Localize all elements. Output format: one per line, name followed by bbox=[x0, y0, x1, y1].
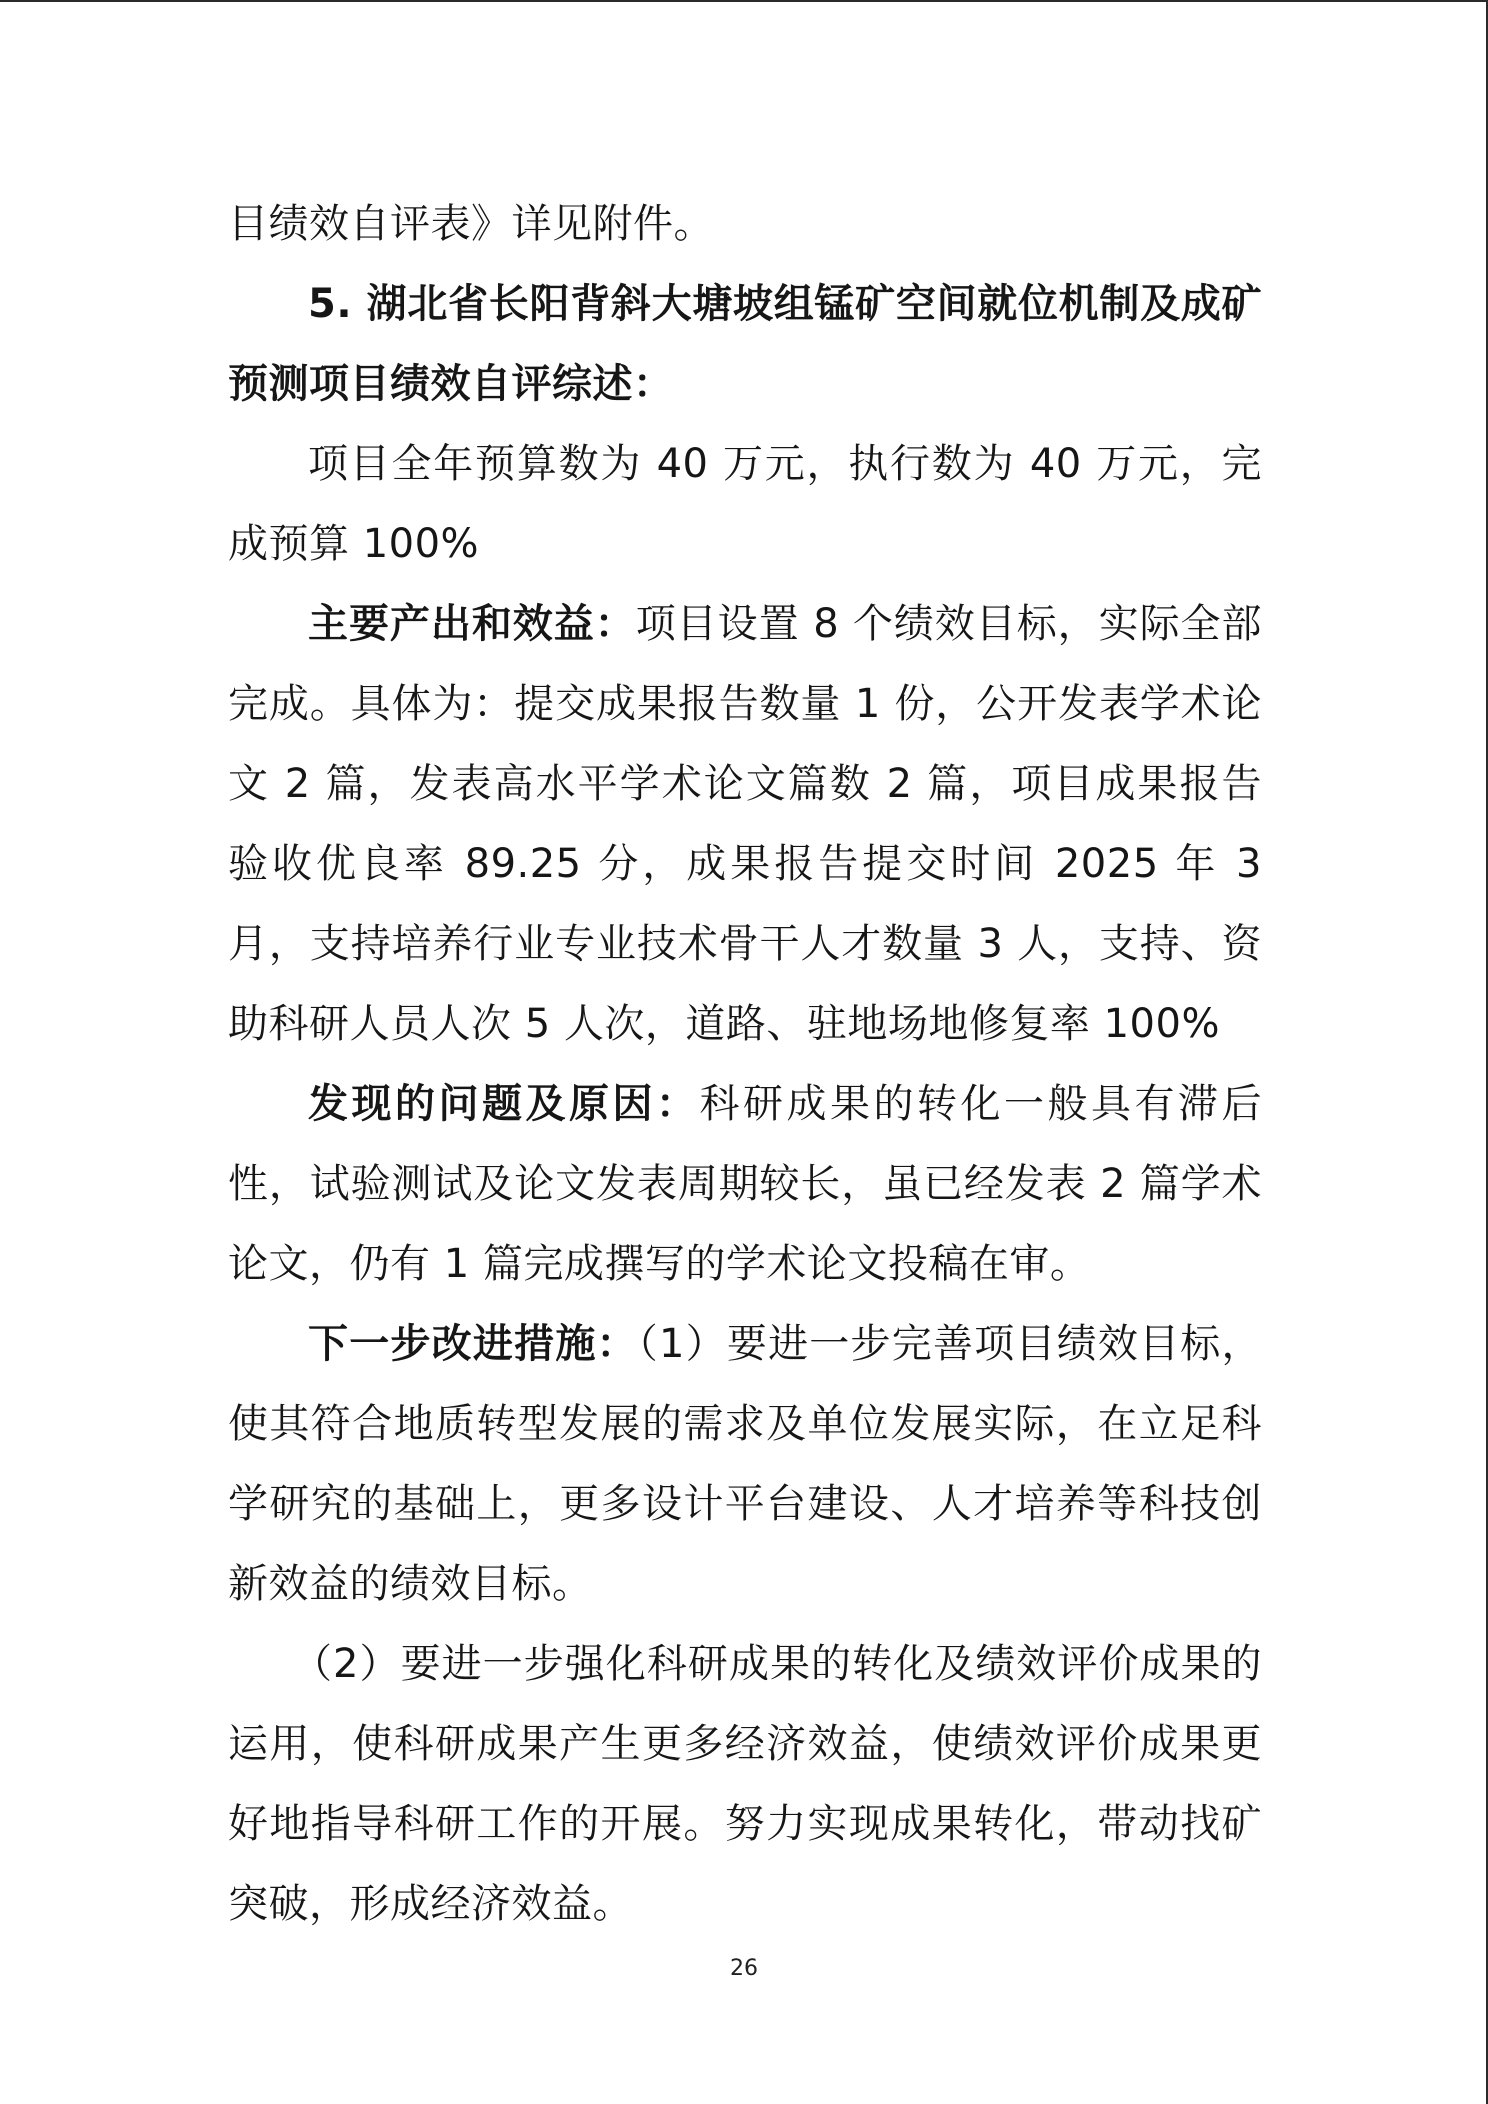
paragraph-text: （2）要进一步强化科研成果的转化及绩效评价成果的运用，使科研成果产生更多经济效益，使绩效评价成果更好地指导科研工作的开展。努力实现成果转化，带动找矿突破，形成经济效益。 bbox=[228, 1641, 1262, 1927]
section-heading bbox=[228, 264, 1262, 424]
paragraph-lead: 发现的问题及原因： bbox=[308, 1081, 700, 1127]
paragraph-continuation bbox=[228, 184, 1262, 264]
paragraph-text: 科研成果的转化一般具有滞后性，试验测试及论文发表周期较长，虽已经发表 2 篇学术论文，仍有 1 篇完成撰写的学术论文投稿在审。 bbox=[228, 1081, 1262, 1287]
section-heading-text: 5. 湖北省长阳背斜大塘坡组锰矿空间就位机制及成矿预测项目绩效自评综述： bbox=[228, 281, 1262, 407]
document-body bbox=[228, 184, 1262, 1944]
paragraph-lead: 主要产出和效益： bbox=[308, 601, 636, 647]
paragraph-text: （1）要进一步完善项目绩效目标，使其符合地质转型发展的需求及单位发展实际，在立足科学研究的基础上，更多设计平台建设、人才培养等科技创新效益的绩效目标。 bbox=[228, 1321, 1263, 1607]
page-number: 26 bbox=[730, 1956, 758, 1981]
paragraph-text: 项目设置 8 个绩效目标，实际全部完成。具体为：提交成果报告数量 1 份，公开发表学术论文 2 篇，发表高水平学术论文篇数 2 篇，项目成果报告验收优良率 89.25 分，成果报告提交时间 2025 年 3 月，支持培养行业专业技术骨干人才数量 3 人，支持、资助科研人员人次 5 人次，道路、驻地场地修复率 100% bbox=[228, 601, 1263, 1047]
paragraph-problems bbox=[228, 1064, 1262, 1304]
paragraph-text: 目绩效自评表》详见附件。 bbox=[228, 201, 714, 247]
paragraph-lead: 下一步改进措施： bbox=[308, 1321, 638, 1367]
paragraph-budget bbox=[228, 424, 1262, 584]
paragraph-improvements-2 bbox=[228, 1624, 1262, 1944]
paragraph-text: 项目全年预算数为 40 万元，执行数为 40 万元，完成预算 100% bbox=[228, 441, 1262, 567]
paragraph-outputs bbox=[228, 584, 1262, 1064]
paragraph-improvements bbox=[228, 1304, 1262, 1624]
